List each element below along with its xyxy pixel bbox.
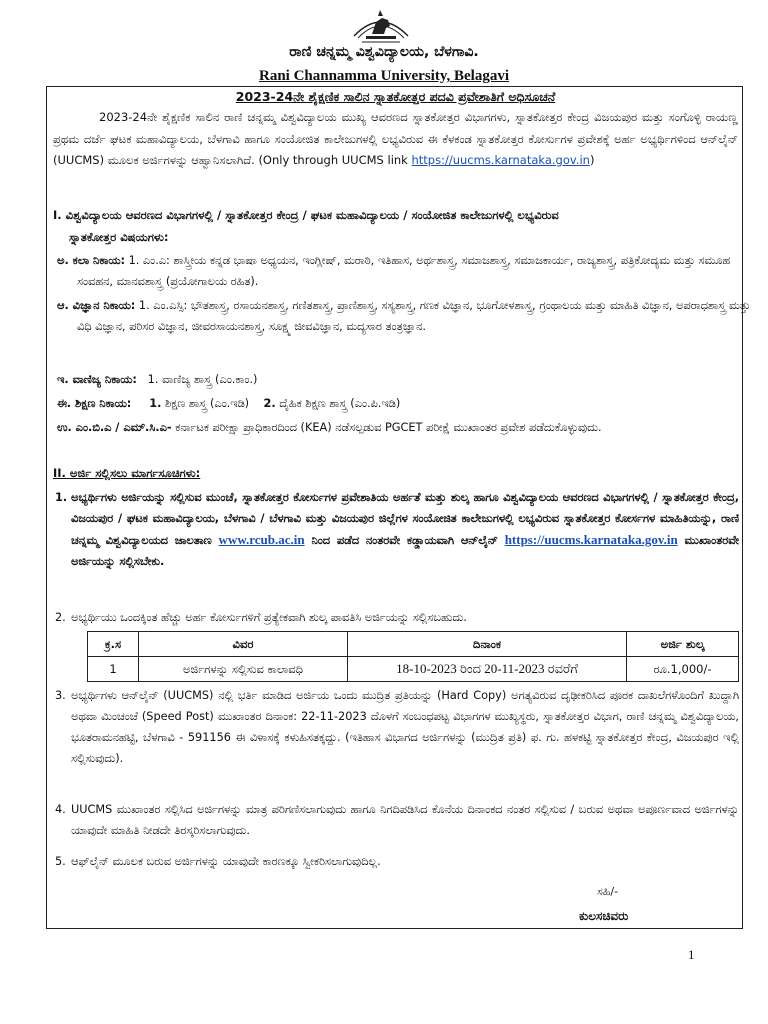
col-date: ದಿನಾಂಕ [348,632,627,657]
guideline-4-text: UUCMS ಮುಖಾಂತರ ಸಲ್ಲಿಸಿದ ಅರ್ಜಿಗಳನ್ನು ಮಾತ್ರ ಪರಿಗಣಿಸಲಾಗುವುದು ಹಾಗೂ ನಿಗದಿಪಡಿಸಿದ ಕೊನೆಯ ದಿನಾಂಕದ ನಂತರ ಸಲ್ಲಿಸುವ / ಬರುವ ಅಥವಾ ಅಪೂರ್ಣವಾದ ಅರ್ಜಿಗಳನ್ನು ಯಾವುದೇ ಮಾಹಿತಿ ನೀಡದೇ ತಿರಸ್ಕರಿಸಲಾಗುವುದು. [71,803,739,837]
commerce-faculty-label: ಇ. ವಾಣಿಜ್ಯ ನಿಕಾಯ: [57,373,137,386]
guideline-1-mid: ನಿಂದ ಪಡೆದ ನಂತರವೇ ಕಡ್ಡಾಯವಾಗಿ ಆನ್‌ಲೈನ್ [311,534,498,547]
signed-mark: ಸಹಿ/- [597,885,619,898]
intro-paragraph [53,107,738,172]
education-faculty [57,394,737,415]
cell-serial: 1 [88,657,139,682]
university-logo-icon [350,6,412,46]
uucms-link-2[interactable]: https://uucms.karnataka.gov.in [504,532,678,547]
page-number: 1 [688,947,695,962]
arts-faculty [57,251,757,292]
intro-end: ) [589,153,595,167]
registrar-designation: ಕುಲಸಚಿವರು [579,909,629,923]
commerce-faculty [57,370,737,391]
table-row [88,657,739,682]
intro-text: 2023-24ನೇ ಶೈಕ್ಷಣಿಕ ಸಾಲಿನ ರಾಣಿ ಚನ್ನಮ್ಮ ವಿಶ್ವವಿದ್ಯಾಲಯ ಮುಖ್ಯ ಆವರಣದ ಸ್ನಾತಕೋತ್ತರ ವಿಭಾಗಗಳು, ಸ್ನಾತಕೋತ್ತರ ಕೇಂದ್ರ ವಿಜಯಪುರ ಮತ್ತು ಸಂಗೊಳ್ಳಿ ರಾಯಣ್ಣ ಪ್ರಥಮ ದರ್ಜೆ ಘಟಕ ಮಹಾವಿದ್ಯಾಲಯ, ಬೆಳಗಾವಿ ಹಾಗೂ ಸಂಯೋಜಿತ ಕಾಲೇಜುಗಳಲ್ಲಿ ಲಭ್ಯವಿರುವ ಈ ಕೆಳಕಂಡ ಸ್ನಾತಕೋತ್ತರ ಕೋರ್ಸುಗಳ ಪ್ರವೇಶಕ್ಕೆ ಅರ್ಹ ಅಭ್ಯರ್ಥಿಗಳಿಂದ ಆನ್‌ಲೈನ್ (UUCMS) ಮೂಲಕ ಅರ್ಜಿಗಳನ್ನು ಆಹ್ವಾನಿಸಲಾಗಿದೆ. (Only through UUCMS link [53,110,738,167]
col-fee: ಅರ್ಜಿ ಶುಲ್ಕ [627,632,739,657]
mba-mca-text: ಕರ್ನಾಟಕ ಪರೀಕ್ಷಾ ಪ್ರಾಧಿಕಾರದಿಂದ (KEA) ನಡೆಸಲ್ಪಡುವ PGCET ಪರೀಕ್ಷೆ ಮುಖಾಂತರ ಪ್ರವೇಶ ಪಡೆದುಕೊಳ್ಳುವುದು. [175,421,602,434]
guideline-3-text: ಅಭ್ಯರ್ಥಿಗಳು ಆನ್‌ಲೈನ್ (UUCMS) ನಲ್ಲಿ ಭರ್ತಿ ಮಾಡಿದ ಅರ್ಜಿಯ ಒಂದು ಮುದ್ರಿತ ಪ್ರತಿಯನ್ನು (Hard Copy) ಅಗತ್ಯವಿರುವ ದೃಢೀಕರಿಸಿದ ಪೂರಕ ದಾಖಲೆಗಳೊಂದಿಗೆ ಖುದ್ದಾಗಿ ಅಥವಾ ಮಿಂಚಂಚೆ (Speed Post) ಮುಖಾಂತರ ದಿನಾಂಕ: 22-11-2023 ದೊಳಗೆ ಸಂಬಂಧಪಟ್ಟ ವಿಭಾಗಗಳ ಮುಖ್ಯಸ್ಥರು, ಸ್ನಾತಕೋತ್ತರ ವಿಭಾಗ, ರಾಣಿ ಚನ್ನಮ್ಮ ವಿಶ್ವವಿದ್ಯಾಲಯ, ಭೂತರಾಮನಹಟ್ಟಿ, ಬೆಳಗಾವಿ - 591156 ಈ ವಿಳಾಸಕ್ಕೆ ಕಳುಹಿಸತಕ್ಕದ್ದು. (ಇತಿಹಾಸ ವಿಭಾಗದ ಅರ್ಜಿಗಳನ್ನು (ಮುದ್ರಿತ ಪ್ರತಿ) ಫ. ಗು. ಹಳಕಟ್ಟಿ ಸ್ನಾತಕೋತ್ತರ ಕೇಂದ್ರ, ವಿಜಯಪುರ ಇಲ್ಲಿ ಸಲ್ಲಿಸುವುದು). [71,689,739,765]
cell-fee: ರೂ.1,000/- [627,657,739,682]
fee-table-header [88,632,739,657]
cell-date: 18-10-2023 ರಿಂದ 20-11-2023 ರವರೆಗೆ [348,657,627,682]
col-serial: ಕ್ರ.ಸ [88,632,139,657]
guideline-2 [51,607,739,628]
university-name-kannada: ರಾಣಿ ಚನ್ನಮ್ಮ ವಿಶ್ವವಿದ್ಯಾಲಯ, ಬೆಳಗಾವಿ. [289,44,479,60]
guideline-3 [51,685,739,769]
section1-heading-cont: ಸ್ನಾತಕೋತ್ತರ ವಿಷಯಗಳು: [69,230,169,244]
education-item1-num: 1. [149,397,162,410]
section1-heading: I. ವಿಶ್ವವಿದ್ಯಾಲಯ ಆವರಣದ ವಿಭಾಗಗಳಲ್ಲಿ / ಸ್ನಾತಕೋತ್ತರ ಕೇಂದ್ರ / ಘಟಕ ಮಹಾವಿದ್ಯಾಲಯ / ಸಂಯೋಜಿತ ಕಾಲೇಜುಗಳಲ್ಲಿ ಲಭ್ಯವಿರುವ [53,208,559,222]
guideline-4-number: 4. [55,803,66,816]
science-faculty-text: 1. ಎಂ.ಎಸ್ಸಿ: ಭೌತಶಾಸ್ತ್ರ, ರಸಾಯನಶಾಸ್ತ್ರ, ಗಣಿತಶಾಸ್ತ್ರ, ಪ್ರಾಣಿಶಾಸ್ತ್ರ, ಸಸ್ಯಶಾಸ್ತ್ರ, ಗಣಕ ವಿಜ್ಞಾನ, ಭೂಗೋಳಶಾಸ್ತ್ರ, ಗ್ರಂಥಾಲಯ ಮತ್ತು ಮಾಹಿತಿ ವಿಜ್ಞಾನ, ಅಪರಾಧಶಾಸ್ತ್ರ ಮತ್ತು ವಿಧಿ ವಿಜ್ಞಾನ, ಪರಿಸರ ವಿಜ್ಞಾನ, ಜೀವರಸಾಯನಶಾಸ್ತ್ರ, ಸೂಕ್ಷ್ಮ ಜೀವವಿಜ್ಞಾನ, ಮದ್ಯಸಾರ ತಂತ್ರಜ್ಞಾನ. [77,299,751,333]
guideline-3-number: 3. [55,689,66,702]
guideline-1-text: ಅಭ್ಯರ್ಥಿಗಳು ಅರ್ಜಿಯನ್ನು ಸಲ್ಲಿಸುವ ಮುಂಚೆ, ಸ್ನಾತಕೋತ್ತರ ಕೋರ್ಸುಗಳ ಪ್ರವೇಶಾತಿಯ ಅರ್ಹತೆ ಮತ್ತು ಶುಲ್ಕ ಹಾಗೂ ವಿಶ್ವವಿದ್ಯಾಲಯ ಆವರಣದ ವಿಭಾಗಗಳಲ್ಲಿ / ಸ್ನಾತಕೋತ್ತರ ಕೇಂದ್ರ, ವಿಜಯಪುರ / ಘಟಕ ಮಹಾವಿದ್ಯಾಲಯ, ಬೆಳಗಾವಿ / ಬೆಳಗಾವಿ ಮತ್ತು ವಿಜಯಪುರ ಜಿಲ್ಲೆಗಳ ಸಂಯೋಜಿತ ಕಾಲೇಜುಗಳಲ್ಲಿ ಲಭ್ಯವಿರುವ ಸ್ನಾತಕೋತ್ತರ ಕೋರ್ಸಗಳ ಮಾಹಿತಿಯನ್ನು, ರಾಣಿ ಚನ್ನಮ್ಮ ವಿಶ್ವವಿದ್ಯಾಲಯದ ಜಾಲತಾಣ [71,491,739,547]
education-faculty-label: ಈ. ಶಿಕ್ಷಣ ನಿಕಾಯ: [57,397,132,410]
notification-box [46,86,751,929]
guideline-1-number: 1. [55,491,68,504]
col-detail: ವಿವರ [139,632,348,657]
guideline-1-end: ಮುಖಾಂತರವೇ ಅರ್ಜಿಯನ್ನು ಸಲ್ಲಿಸಬೇಕು. [71,534,740,568]
arts-faculty-text: 1. ಎಂ.ಎ: ಶಾಸ್ತ್ರೀಯ ಕನ್ನಡ ಭಾಷಾ ಅಧ್ಯಯನ, ಇಂಗ್ಲೀಷ್, ಮರಾಠಿ, ಇತಿಹಾಸ, ಅರ್ಥಶಾಸ್ತ್ರ, ಸಮಾಜಶಾಸ್ತ್ರ, ಸಮಾಜಕಾರ್ಯ, ರಾಜ್ಯಶಾಸ್ತ್ರ, ಪತ್ರಿಕೋದ್ಯಮ ಮತ್ತು ಸಮೂಹ ಸಂವಹನ, ಮಾನವಶಾಸ್ತ್ರ (ಪ್ರಯೋಗಾಲಯ ರಹಿತ). [77,254,731,288]
cell-detail: ಅರ್ಜಿಗಳನ್ನು ಸಲ್ಲಿಸುವ ಕಾಲಾವಧಿ [139,657,348,682]
guideline-5-text: ಆಫ್‌ಲೈನ್ ಮೂಲಕ ಬರುವ ಅರ್ಜಿಗಳನ್ನು ಯಾವುದೇ ಕಾರಣಕ್ಕೂ ಸ್ವೀಕರಿಸಲಾಗುವುದಿಲ್ಲ. [71,855,381,868]
fee-table [87,631,739,682]
science-faculty [57,296,757,337]
guideline-1 [51,487,739,572]
uucms-link[interactable]: https://uucms.karnataka.gov.in [411,153,590,167]
rcub-link[interactable]: www.rcub.ac.in [218,532,305,547]
guideline-5-number: 5. [55,855,66,868]
guideline-2-text: ಅಭ್ಯರ್ಥಿಯು ಒಂದಕ್ಕಿಂತ ಹೆಚ್ಚು ಅರ್ಹ ಕೋರ್ಸುಗಳಿಗೆ ಪ್ರತ್ಯೇಕವಾಗಿ ಶುಲ್ಕ ಪಾವತಿಸಿ ಅರ್ಜಿಯನ್ನು ಸಲ್ಲಿಸಬಹುದು. [71,611,467,624]
section2-heading: II. ಅರ್ಜಿ ಸಲ್ಲಿಸಲು ಮಾರ್ಗಸೂಚಿಗಳು: [53,466,201,480]
guideline-5 [51,851,739,872]
commerce-faculty-text: 1. ವಾಣಿಜ್ಯ ಶಾಸ್ತ್ರ (ಎಂ.ಕಾಂ.) [147,373,258,386]
guideline-2-number: 2. [55,611,66,624]
university-name-english: Rani Channamma University, Belagavi [258,68,510,84]
mba-mca [57,418,757,439]
guideline-4 [51,799,739,841]
notification-title: 2023-24ನೇ ಶೈಕ್ಷಣಿಕ ಸಾಲಿನ ಸ್ನಾತಕೋತ್ತರ ಪದವಿ ಪ್ರವೇಶಾತಿಗೆ ಅಧಿಸೂಚನೆ [235,89,556,104]
education-item1: ಶಿಕ್ಷಣ ಶಾಸ್ತ್ರ (ಎಂ.ಇಡಿ) [164,397,250,410]
mba-mca-label: ಉ. ಎಂ.ಬಿ.ಎ / ಎಮ್.ಸಿ.ಎ- [57,421,172,434]
arts-faculty-label: ಅ. ಕಲಾ ನಿಕಾಯ: [57,254,125,267]
education-item2: ದೈಹಿಕ ಶಿಕ್ಷಣ ಶಾಸ್ತ್ರ (ಎಂ.ಪಿ.ಇಡಿ) [279,397,401,410]
science-faculty-label: ಆ. ವಿಜ್ಞಾನ ನಿಕಾಯ: [57,299,136,312]
education-item2-num: 2. [263,397,276,410]
